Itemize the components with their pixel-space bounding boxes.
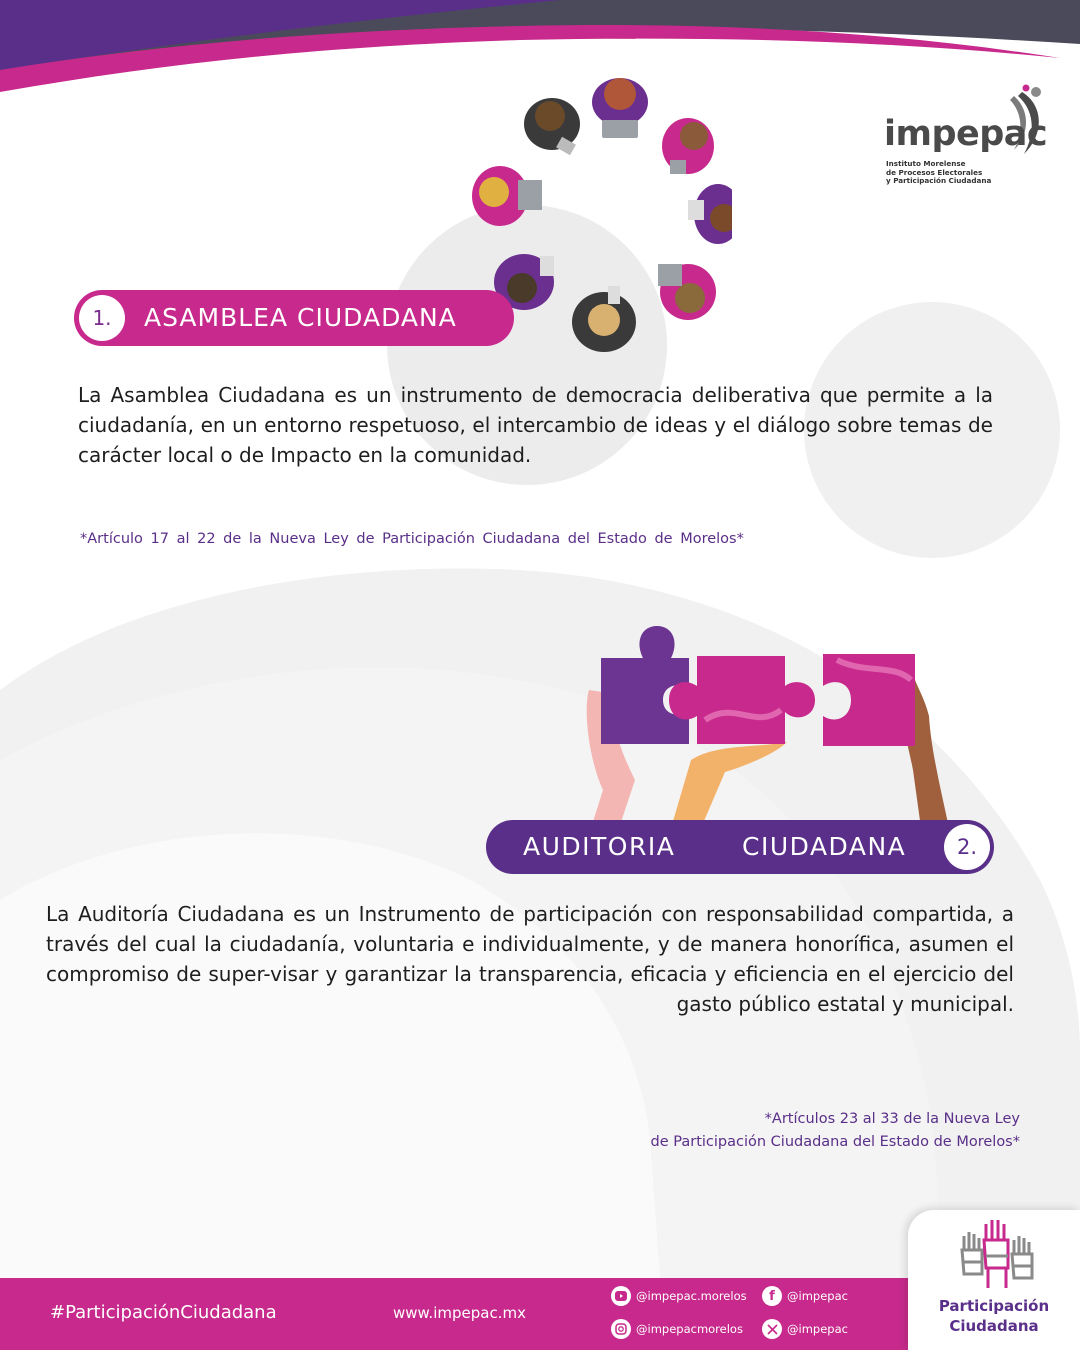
instagram-icon	[611, 1319, 631, 1339]
section2-number-badge: 2.	[944, 824, 990, 870]
x-icon	[762, 1319, 782, 1339]
raised-hands-icon	[958, 1216, 1034, 1290]
x-link[interactable]: @impepac	[762, 1319, 848, 1339]
section1-title: ASAMBLEA CIUDADANA	[144, 303, 457, 332]
puzzle-hands-illustration	[575, 620, 955, 828]
badge-label: Participación Ciudadana	[938, 1297, 1050, 1335]
section1-description: La Asamblea Ciudadana es un instrumento de democracia deliberativa que permite a la ciudadanía, en un entorno respetuoso, el intercambio de ideas y el diálogo sobre temas de carácter local o de Impacto en la comunidad.	[78, 383, 993, 467]
footer-hashtag: #ParticipaciónCiudadana	[50, 1302, 277, 1323]
logo-wordmark: impepac	[884, 114, 1048, 154]
facebook-icon: f	[762, 1286, 782, 1306]
section2-description: La Auditoría Ciudadana es un Instrumento de participación con responsabilidad compartida, a través del cual la ciudadanía, voluntaria e individualmente, y de manera honorífica, asumen el compromiso de super-visar y garantizar la transparencia, eficacia y eficiencia en el ejercicio del gasto público estatal y municipal.	[46, 902, 1014, 1016]
logo-subtitle: Instituto Morelense de Procesos Electorales y Participación Ciudadana	[886, 159, 992, 186]
youtube-link[interactable]: @impepac.morelos	[611, 1286, 747, 1306]
instagram-link[interactable]: @impepacmorelos	[611, 1319, 743, 1339]
section1-number-badge: 1.	[79, 295, 125, 341]
impepac-logo	[884, 88, 1054, 198]
youtube-icon	[611, 1286, 631, 1306]
section1-legal-note: *Artículo 17 al 22 de la Nueva Ley de Participación Ciudadana del Estado de Morelos*	[80, 531, 744, 547]
facebook-link[interactable]: f @impepac	[762, 1286, 848, 1306]
section2-title-word1: AUDITORIA	[523, 832, 676, 861]
section1-title-pill	[74, 290, 514, 346]
footer-website-link[interactable]: www.impepac.mx	[393, 1304, 526, 1322]
section2-title-pill	[486, 820, 994, 874]
section2-legal-note: *Artículos 23 al 33 de la Nueva Ley de Participación Ciudadana del Estado de Morelos*	[650, 1111, 1020, 1150]
section2-title-word2: CIUDADANA	[742, 832, 907, 861]
participacion-ciudadana-badge	[908, 1210, 1080, 1350]
